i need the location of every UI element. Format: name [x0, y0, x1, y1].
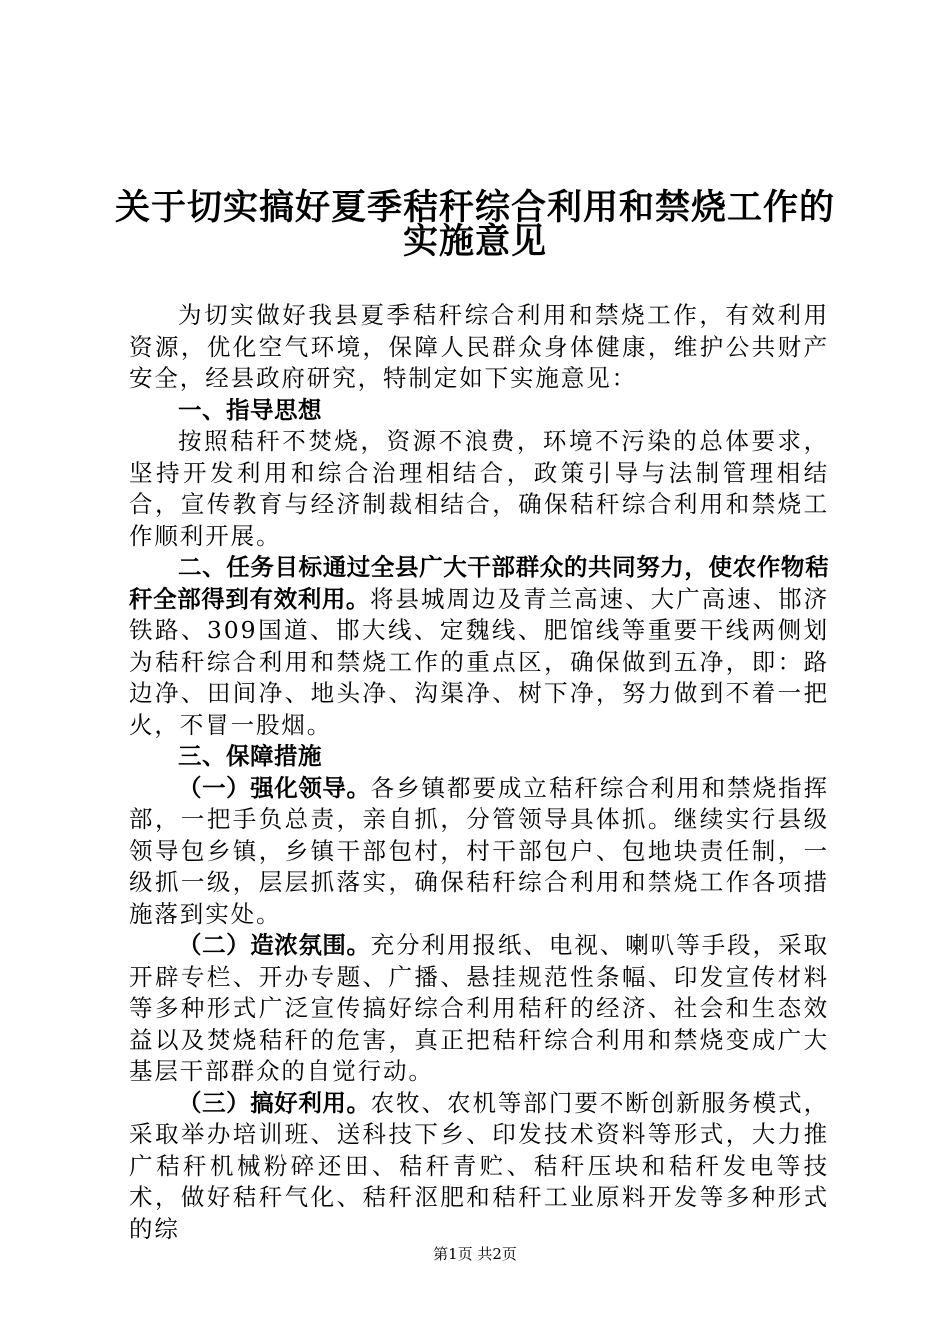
page-footer: 第1页 共2页	[433, 1245, 517, 1263]
document-title-line2: 实施意见	[402, 222, 547, 262]
measure-paragraph	[129, 930, 829, 1088]
section2-body: 将县城周边及青兰高速、大广高速、邯济铁路、309国道、邯大线、定魏线、肥馆线等重要干线两侧划为秸秆综合利用和禁烧工作的重点区，确保做到五净，即：路边净、田间净、地头净、沟渠净、树下净，努力做到不着一把火，不冒一股烟。	[129, 584, 830, 739]
measure-label: （三）搞好利用。	[178, 1088, 371, 1117]
measure-body: 各乡镇都要成立秸秆综合利用和禁烧指挥部，一把手负总责，亲自抓，分管领导具体抓。继续实行县级领导包乡镇，乡镇干部包村，村干部包户、包地块责任制，一级抓一级，层层抓落实，确保秸秆综合利用和禁烧工作各项措施落到实处。	[129, 773, 829, 928]
measure-paragraph	[129, 773, 829, 931]
measure-body: 农牧、农机等部门要不断创新服务模式，采取举办培训班、送科技下乡、印发技术资料等形式，大力推广秸秆机械粉碎还田、秸秆青贮、秸秆压块和秸秆发电等技术，做好秸秆气化、秸秆沤肥和秸秆工业原料开发等多种形式的综	[129, 1088, 829, 1243]
intro-paragraph: 为切实做好我县夏季秸秆综合利用和禁烧工作，有效利用资源，优化空气环境，保障人民群众身体健康，维护公共财产安全，经县政府研究，特制定如下实施意见：	[129, 301, 829, 392]
section1-heading: 一、指导思想	[178, 395, 322, 424]
measure-label: （二）造浓氛围。	[178, 931, 371, 959]
section3-heading: 三、保障措施	[178, 742, 322, 770]
measure-body: 充分利用报纸、电视、喇叭等手段，采取开辟专栏、开办专题、广播、悬挂规范性条幅、印发宣传材料等多种形式广泛宣传搞好综合利用秸秆的经济、社会和生态效益以及焚烧秸秆的危害，真正把秸秆综合利用和禁烧变成广大基层干部群众的自觉行动。	[129, 931, 829, 1085]
section2-paragraph	[129, 552, 829, 741]
measure-label: （一）强化领导。	[178, 773, 371, 802]
section1-paragraph: 按照秸秆不焚烧，资源不浪费，环境不污染的总体要求，坚持开发利用和综合治理相结合，政策引导与法制管理相结合，宣传教育与经济制裁相结合，确保秸秆综合利用和禁烧工作顺利开展。	[129, 427, 829, 550]
measure-paragraph	[129, 1088, 829, 1246]
document-title-line1: 关于切实搞好夏季秸秆综合利用和禁烧工作的	[114, 188, 835, 228]
section2-heading: 二、任务目标通过全县广大干部群众的共同努力，使农作物秸秆全部得到有效利用。	[129, 553, 829, 613]
document-body	[129, 300, 829, 1245]
